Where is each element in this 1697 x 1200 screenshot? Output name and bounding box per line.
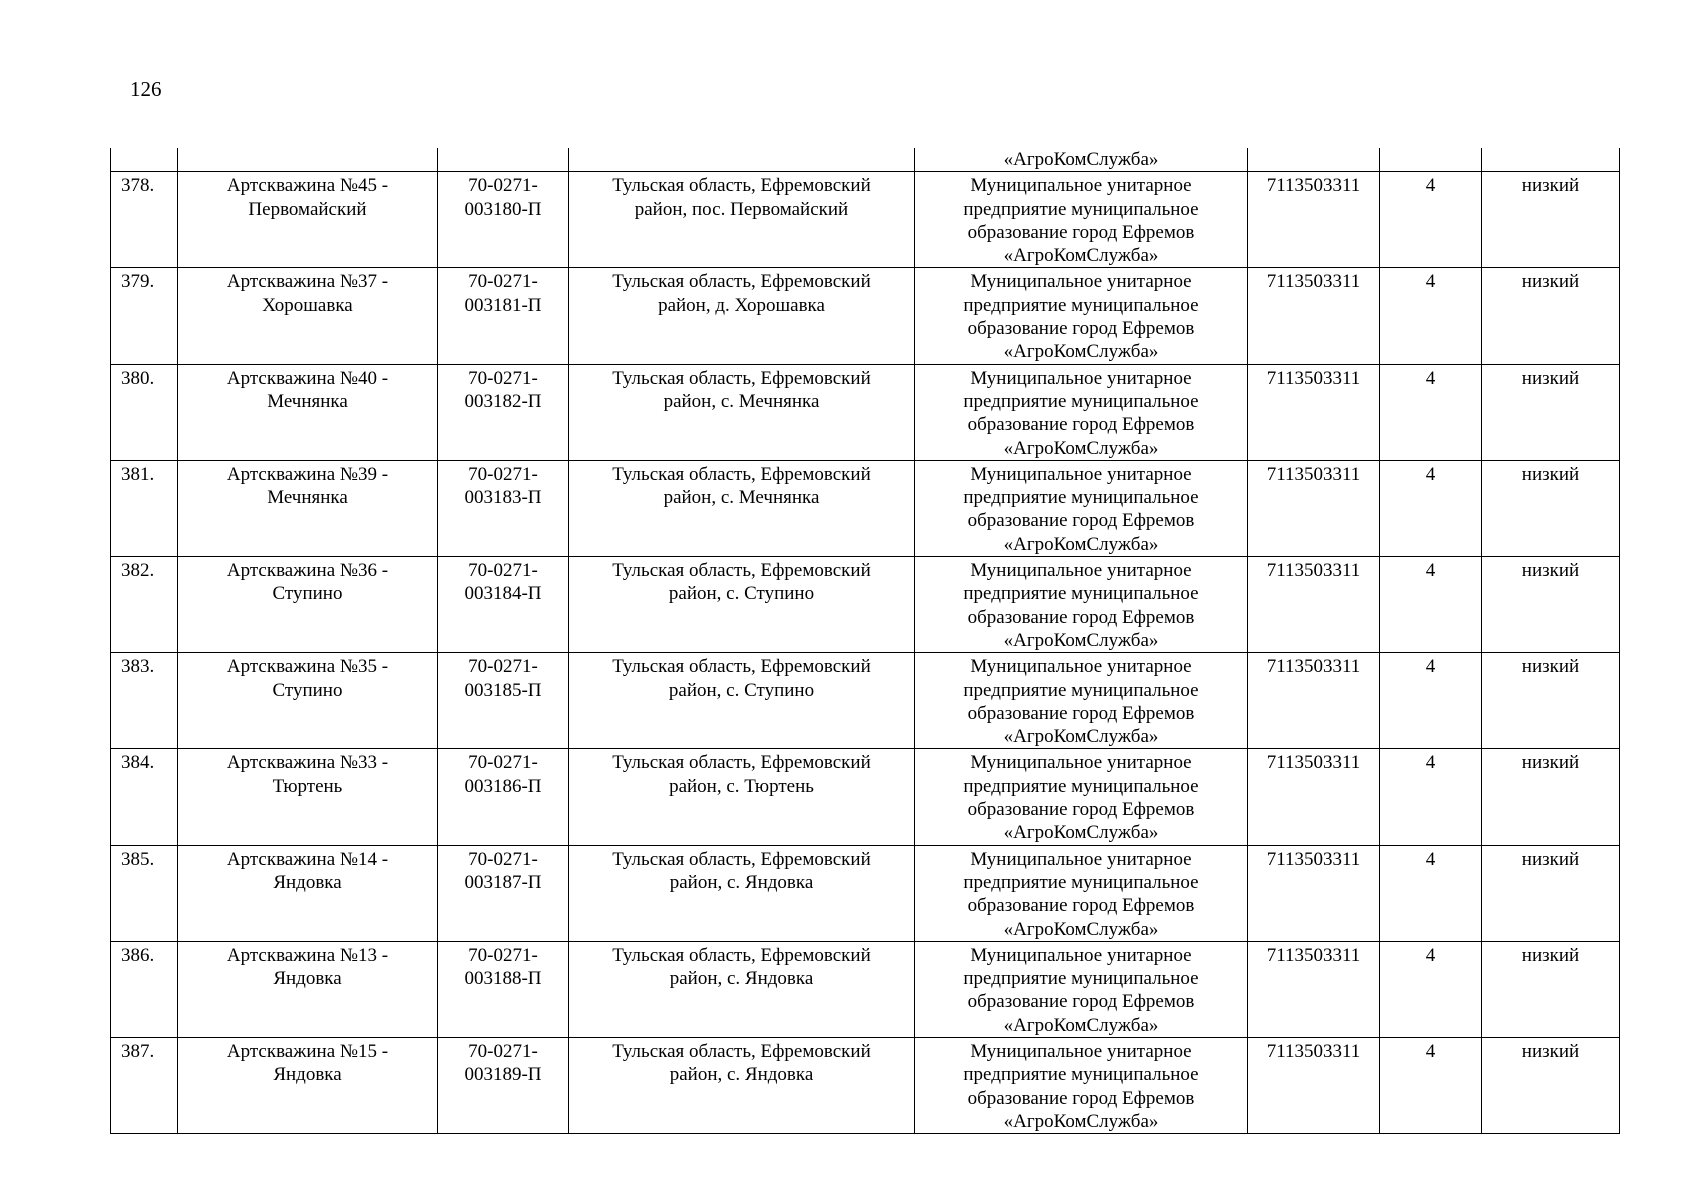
owner-line: образование город Ефремов [967, 991, 1195, 1013]
cell-category [1380, 845, 1482, 941]
category-value: 4 [1425, 175, 1436, 197]
registry-code-line: 003189-П [464, 1064, 542, 1086]
cell-code [438, 941, 569, 1037]
cell-inn [1248, 749, 1380, 845]
cell-code [438, 557, 569, 653]
cell-num [111, 557, 178, 653]
cell-name [178, 653, 438, 749]
owner-line: «АгроКомСлужба» [1003, 822, 1159, 844]
owner-line: Муниципальное унитарное [970, 752, 1192, 774]
cell-inn [1248, 653, 1380, 749]
cell-address [569, 1037, 915, 1133]
object-name-line: Ступино [272, 583, 343, 605]
object-name-line: Артскважина №39 - [226, 463, 389, 485]
category-value: 4 [1425, 271, 1436, 293]
object-name-line: Артскважина №13 - [226, 944, 389, 966]
registry-code-line: 003185-П [464, 679, 542, 701]
cell-owner [915, 749, 1248, 845]
row-number: 380. [121, 367, 155, 389]
risk-value: низкий [1521, 175, 1580, 197]
object-name-line: Мечнянка [267, 390, 348, 412]
row-number: 382. [121, 560, 155, 582]
cell-risk [1482, 172, 1620, 268]
owner-line: «АгроКомСлужба» [1003, 1014, 1159, 1036]
cell-name [178, 749, 438, 845]
owner-line: Муниципальное унитарное [970, 175, 1192, 197]
cell-name [178, 148, 438, 172]
object-name-line: Артскважина №14 - [226, 848, 389, 870]
risk-value: низкий [1521, 1040, 1580, 1062]
cell-code [438, 460, 569, 556]
row-number: 378. [121, 175, 155, 197]
cell-category [1380, 557, 1482, 653]
owner-line: Муниципальное унитарное [970, 367, 1192, 389]
category-value: 4 [1425, 1040, 1436, 1062]
cell-address [569, 364, 915, 460]
cell-category [1380, 653, 1482, 749]
owner-line: предприятие муниципальное [963, 487, 1199, 509]
cell-num [111, 172, 178, 268]
object-name-line: Артскважина №40 - [226, 367, 389, 389]
cell-address [569, 460, 915, 556]
category-value: 4 [1425, 848, 1436, 870]
inn-value: 7113503311 [1266, 1040, 1361, 1062]
object-name-line: Яндовка [273, 1064, 342, 1086]
risk-value: низкий [1521, 560, 1580, 582]
object-name-line: Артскважина №35 - [226, 656, 389, 678]
row-number: 379. [121, 271, 155, 293]
object-name-line: Яндовка [273, 968, 342, 990]
owner-line: «АгроКомСлужба» [1003, 533, 1159, 555]
page-number: 126 [130, 77, 162, 101]
registry-table-body [111, 148, 1620, 1134]
cell-risk [1482, 845, 1620, 941]
cell-name [178, 845, 438, 941]
address-line: район, с. Ступино [668, 679, 815, 701]
cell-num [111, 148, 178, 172]
cell-owner: «АгроКомСлужба» [915, 148, 1248, 172]
cell-owner [915, 557, 1248, 653]
owner-line: Муниципальное унитарное [970, 848, 1192, 870]
owner-line: предприятие муниципальное [963, 1064, 1199, 1086]
cell-risk [1482, 268, 1620, 364]
owner-line: предприятие муниципальное [963, 583, 1199, 605]
registry-code-line: 70-0271- [468, 752, 538, 774]
address-line: район, с. Мечнянка [663, 487, 820, 509]
object-name-line: Артскважина №36 - [226, 560, 389, 582]
cell-inn [1248, 1037, 1380, 1133]
cell-num [111, 941, 178, 1037]
owner-line: Муниципальное унитарное [970, 656, 1192, 678]
owner-line: предприятие муниципальное [963, 968, 1199, 990]
owner-line: «АгроКомСлужба» [1003, 918, 1159, 940]
table-row [111, 268, 1620, 364]
cell-category [1380, 364, 1482, 460]
owner-line: Муниципальное унитарное [970, 944, 1192, 966]
owner-line: образование город Ефремов [967, 799, 1195, 821]
row-number: 385. [121, 848, 155, 870]
registry-code-line: 70-0271- [468, 175, 538, 197]
owner-line: образование город Ефремов [967, 221, 1195, 243]
cell-code [438, 845, 569, 941]
object-name-line: Артскважина №45 - [226, 175, 389, 197]
inn-value: 7113503311 [1266, 271, 1361, 293]
address-line: район, с. Яндовка [669, 871, 814, 893]
inn-value: 7113503311 [1266, 175, 1361, 197]
registry-table [110, 148, 1620, 1134]
registry-code-line: 003184-П [464, 583, 542, 605]
object-name-line: Первомайский [248, 198, 367, 220]
address-line: Тульская область, Ефремовский [612, 560, 871, 582]
cell-code [438, 172, 569, 268]
row-number: 384. [121, 752, 155, 774]
cell-owner [915, 268, 1248, 364]
cell-category [1380, 1037, 1482, 1133]
registry-code-line: 70-0271- [468, 560, 538, 582]
registry-code-line: 003186-П [464, 775, 542, 797]
inn-value: 7113503311 [1266, 944, 1361, 966]
inn-value: 7113503311 [1266, 848, 1361, 870]
owner-line: образование город Ефремов [967, 606, 1195, 628]
risk-value: низкий [1521, 848, 1580, 870]
cell-risk [1482, 460, 1620, 556]
category-value: 4 [1425, 944, 1436, 966]
category-value: 4 [1425, 367, 1436, 389]
address-line: район, пос. Первомайский [634, 198, 849, 220]
table-row [111, 845, 1620, 941]
cell-name [178, 268, 438, 364]
cell-inn [1248, 172, 1380, 268]
registry-code-line: 70-0271- [468, 367, 538, 389]
cell-name [178, 172, 438, 268]
cell-name [178, 364, 438, 460]
address-line: Тульская область, Ефремовский [612, 367, 871, 389]
owner-line: Муниципальное унитарное [970, 560, 1192, 582]
cell-num [111, 1037, 178, 1133]
cell-owner [915, 653, 1248, 749]
cell-code [438, 268, 569, 364]
object-name-line: Артскважина №15 - [226, 1040, 389, 1062]
registry-code-line: 70-0271- [468, 271, 538, 293]
cell-num [111, 460, 178, 556]
cell-risk [1482, 148, 1620, 172]
registry-code-line: 70-0271- [468, 463, 538, 485]
cell-inn [1248, 557, 1380, 653]
risk-value: низкий [1521, 463, 1580, 485]
cell-address [569, 653, 915, 749]
category-value: 4 [1425, 463, 1436, 485]
registry-code-line: 003181-П [464, 294, 542, 316]
cell-owner [915, 941, 1248, 1037]
owner-line: образование город Ефремов [967, 1087, 1195, 1109]
address-line: район, д. Хорошавка [658, 294, 825, 316]
cell-num [111, 749, 178, 845]
owner-line: предприятие муниципальное [963, 775, 1199, 797]
cell-inn [1248, 845, 1380, 941]
address-line: Тульская область, Ефремовский [612, 1040, 871, 1062]
category-value: 4 [1425, 656, 1436, 678]
object-name-line: Мечнянка [267, 487, 348, 509]
owner-line: образование город Ефремов [967, 510, 1195, 532]
owner-line: образование город Ефремов [967, 702, 1195, 724]
cell-category [1380, 941, 1482, 1037]
cell-risk [1482, 1037, 1620, 1133]
address-line: Тульская область, Ефремовский [612, 944, 871, 966]
owner-line: образование город Ефремов [967, 318, 1195, 340]
address-line: район, с. Ступино [668, 583, 815, 605]
risk-value: низкий [1521, 752, 1580, 774]
table-row [111, 557, 1620, 653]
registry-code-line: 003188-П [464, 968, 542, 990]
owner-line: «АгроКомСлужба» [1003, 1110, 1159, 1132]
owner-line: предприятие муниципальное [963, 198, 1199, 220]
risk-value: низкий [1521, 367, 1580, 389]
address-line: район, с. Мечнянка [663, 390, 820, 412]
owner-line: предприятие муниципальное [963, 871, 1199, 893]
cell-owner [915, 460, 1248, 556]
address-line: Тульская область, Ефремовский [612, 848, 871, 870]
registry-code-line: 003187-П [464, 871, 542, 893]
registry-code-line: 70-0271- [468, 848, 538, 870]
owner-line: Муниципальное унитарное [970, 463, 1192, 485]
cell-owner [915, 364, 1248, 460]
cell-code [438, 1037, 569, 1133]
cell-name [178, 557, 438, 653]
address-line: Тульская область, Ефремовский [612, 752, 871, 774]
cell-address [569, 557, 915, 653]
table-row [111, 460, 1620, 556]
address-line: район, с. Яндовка [669, 1064, 814, 1086]
object-name-line: Артскважина №33 - [226, 752, 389, 774]
object-name-line: Яндовка [273, 871, 342, 893]
address-line: район, с. Яндовка [669, 968, 814, 990]
address-line: Тульская область, Ефремовский [612, 175, 871, 197]
inn-value: 7113503311 [1266, 367, 1361, 389]
cell-num [111, 653, 178, 749]
cell-address [569, 268, 915, 364]
owner-line: «АгроКомСлужба» [1003, 341, 1159, 363]
registry-code-line: 70-0271- [468, 656, 538, 678]
cell-category [1380, 268, 1482, 364]
row-number: 383. [121, 656, 155, 678]
cell-name [178, 1037, 438, 1133]
cell-category [1380, 749, 1482, 845]
risk-value: низкий [1521, 656, 1580, 678]
owner-line: предприятие муниципальное [963, 679, 1199, 701]
cell-inn [1248, 941, 1380, 1037]
cell-risk [1482, 653, 1620, 749]
row-number: 381. [121, 463, 155, 485]
table-row [111, 749, 1620, 845]
object-name-line: Хорошавка [262, 294, 353, 316]
cell-code [438, 364, 569, 460]
cell-address [569, 172, 915, 268]
address-line: Тульская область, Ефремовский [612, 656, 871, 678]
cell-inn [1248, 148, 1380, 172]
table-row [111, 1037, 1620, 1133]
category-value: 4 [1425, 752, 1436, 774]
cell-risk [1482, 364, 1620, 460]
owner-line: «АгроКомСлужба» [1003, 629, 1159, 651]
inn-value: 7113503311 [1266, 463, 1361, 485]
cell-owner [915, 172, 1248, 268]
cell-inn [1248, 364, 1380, 460]
cell-inn [1248, 460, 1380, 556]
registry-code-line: 70-0271- [468, 1040, 538, 1062]
registry-code-line: 70-0271- [468, 944, 538, 966]
owner-line: Муниципальное унитарное [970, 1040, 1192, 1062]
inn-value: 7113503311 [1266, 560, 1361, 582]
owner-line: предприятие муниципальное [963, 390, 1199, 412]
owner-line: «АгроКомСлужба» [1003, 726, 1159, 748]
row-number: 387. [121, 1040, 155, 1062]
cell-owner [915, 845, 1248, 941]
table-row [111, 653, 1620, 749]
address-line: Тульская область, Ефремовский [612, 463, 871, 485]
cell-inn [1248, 268, 1380, 364]
row-number: 386. [121, 944, 155, 966]
cell-category [1380, 172, 1482, 268]
table-row [111, 364, 1620, 460]
category-value: 4 [1425, 560, 1436, 582]
owner-line: образование город Ефремов [967, 414, 1195, 436]
table-row [111, 941, 1620, 1037]
cell-num [111, 364, 178, 460]
cell-address [569, 941, 915, 1037]
owner-line: «АгроКомСлужба» [1003, 245, 1159, 267]
cell-code [438, 148, 569, 172]
cell-category [1380, 148, 1482, 172]
owner-line: образование город Ефремов [967, 895, 1195, 917]
address-line: район, с. Тюртень [669, 775, 814, 797]
object-name-line: Тюртень [272, 775, 343, 797]
risk-value: низкий [1521, 944, 1580, 966]
object-name-line: Артскважина №37 - [226, 271, 389, 293]
owner-line: Муниципальное унитарное [970, 271, 1192, 293]
cell-risk [1482, 557, 1620, 653]
cell-code [438, 749, 569, 845]
cell-name [178, 460, 438, 556]
registry-code-line: 003180-П [464, 198, 542, 220]
table-row [111, 172, 1620, 268]
inn-value: 7113503311 [1266, 656, 1361, 678]
registry-code-line: 003183-П [464, 487, 542, 509]
cell-category [1380, 460, 1482, 556]
cell-owner [915, 1037, 1248, 1133]
cell-risk [1482, 749, 1620, 845]
address-line: Тульская область, Ефремовский [612, 271, 871, 293]
continuation-row [111, 148, 1620, 172]
registry-code-line: 003182-П [464, 390, 542, 412]
cell-address [569, 749, 915, 845]
owner-line: «АгроКомСлужба» [1003, 437, 1159, 459]
cell-num [111, 268, 178, 364]
object-name-line: Ступино [272, 679, 343, 701]
owner-line: предприятие муниципальное [963, 294, 1199, 316]
cell-risk [1482, 941, 1620, 1037]
cell-code [438, 653, 569, 749]
risk-value: низкий [1521, 271, 1580, 293]
cell-address [569, 845, 915, 941]
inn-value: 7113503311 [1266, 752, 1361, 774]
cell-num [111, 845, 178, 941]
cell-name [178, 941, 438, 1037]
cell-address [569, 148, 915, 172]
